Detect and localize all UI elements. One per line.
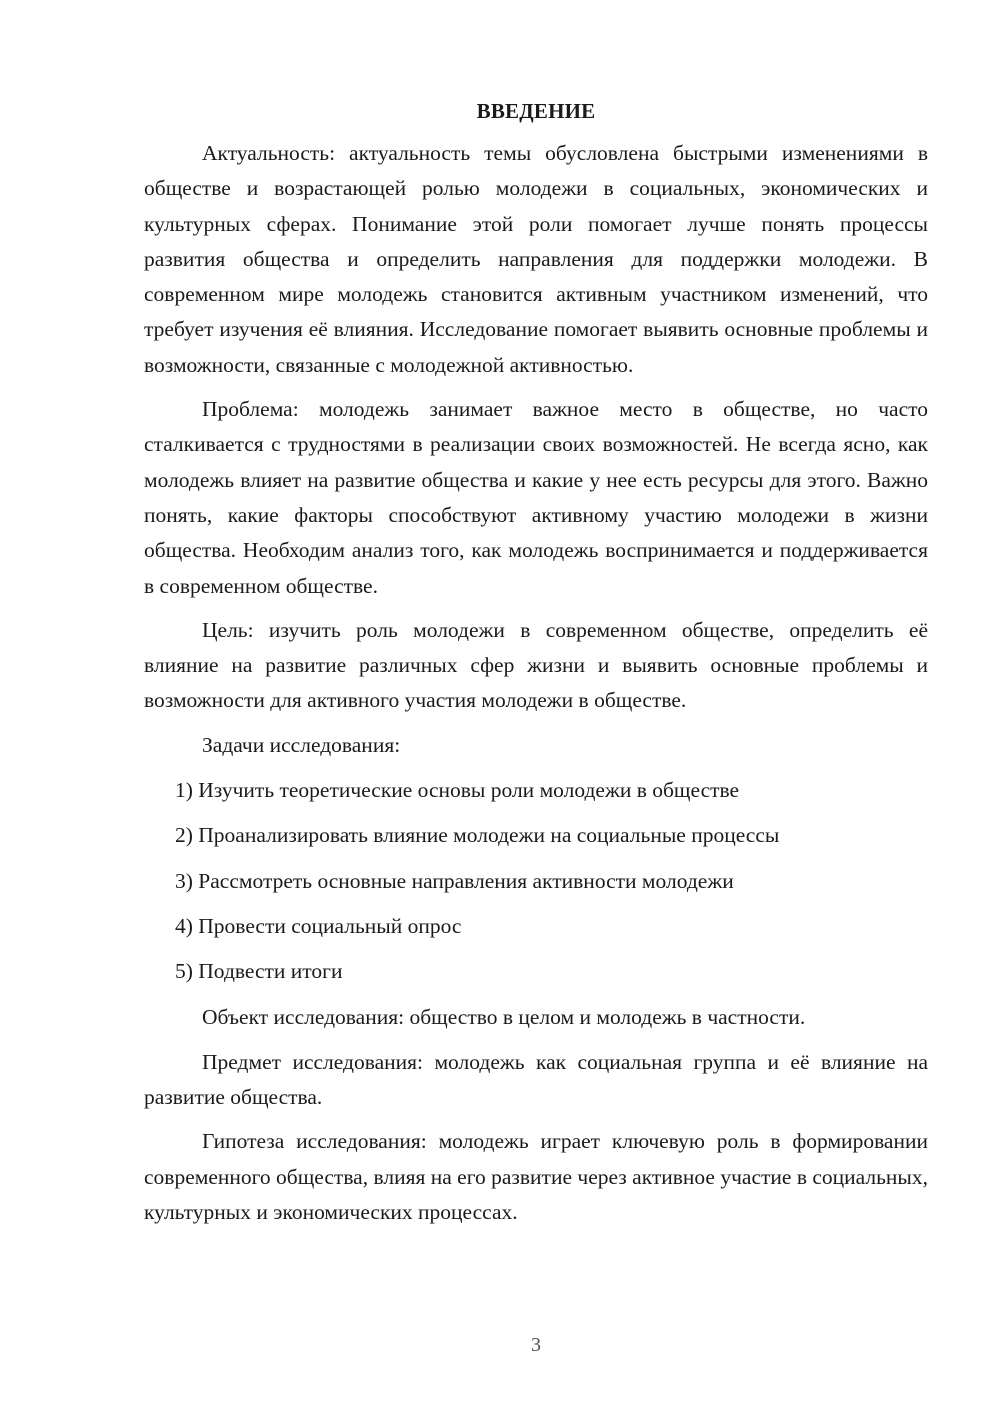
task-item: 5) Подвести итоги — [175, 959, 343, 984]
task-item: 2) Проанализировать влияние молодежи на социальные процессы — [175, 823, 780, 848]
task-item: 4) Провести социальный опрос — [175, 913, 462, 938]
hypothesis-paragraph: Гипотеза исследования: молодежь играет ключевую роль в формировании современного общества, влияя на его развитие через активное участие в социальных, культурных и экономических процессах. — [144, 1129, 928, 1225]
relevance-paragraph: Актуальность: актуальность темы обусловлена быстрыми изменениями в обществе и возрастающей ролью молодежи в социальных, экономических и культурных сферах. Понимание этой роли помогает лучше понять процессы развития общества и определить направления для поддержки молодежи. В современном мире молодежь становится активным участником изменений, что требует изучения её влияния. Исследование помогает выявить основные проблемы и возможности, связанные с молодежной активностью. — [144, 141, 928, 377]
task-item: 1) Изучить теоретические основы роли молодежи в обществе — [175, 778, 740, 803]
tasks-list — [144, 773, 928, 989]
page-content — [144, 96, 928, 1239]
problem-paragraph: Проблема: молодежь занимает важное место в обществе, но часто сталкивается с трудностями в реализации своих возможностей. Не всегда ясно, как молодежь влияет на развитие общества и какие у нее есть ресурсы для этого. Важно понять, какие факторы способствуют активному участию молодежи в жизни общества. Необходим анализ того, как молодежь воспринимается и поддерживается в современном обществе. — [144, 397, 928, 598]
section-title: ВВЕДЕНИЕ — [476, 99, 596, 123]
subject-paragraph: Предмет исследования: молодежь как социальная группа и её влияние на развитие общества. — [144, 1049, 928, 1110]
object-paragraph: Объект исследования: общество в целом и молодежь в частности. — [202, 1004, 806, 1029]
page-number: 3 — [531, 1334, 541, 1356]
task-item: 3) Рассмотреть основные направления активности молодежи — [175, 868, 734, 893]
goal-paragraph: Цель: изучить роль молодежи в современном обществе, определить её влияние на развитие различных сфер жизни и выявить основные проблемы и возможности для активного участия молодежи в обществе. — [144, 617, 928, 713]
tasks-heading: Задачи исследования: — [202, 732, 401, 757]
